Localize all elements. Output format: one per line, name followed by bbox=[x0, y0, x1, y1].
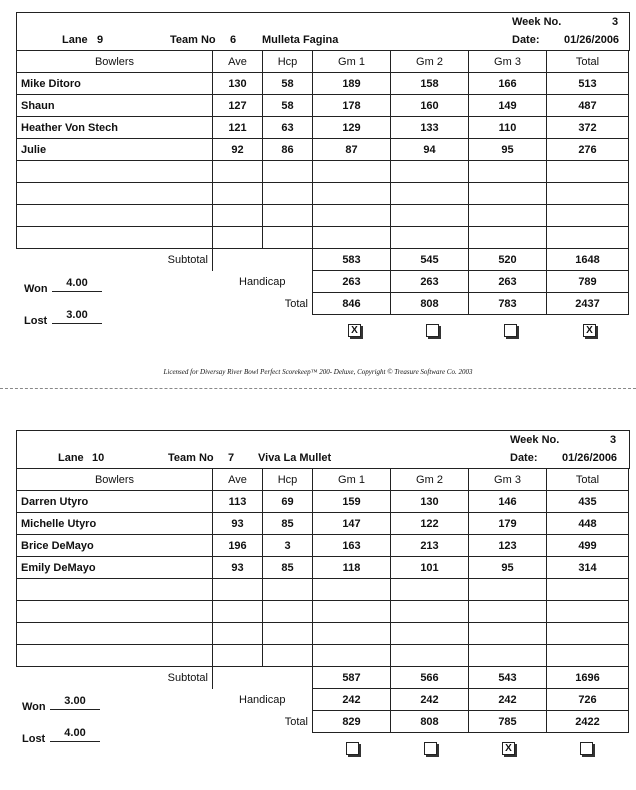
subtotal-gm1: 587 bbox=[313, 667, 391, 689]
win-checkbox-total[interactable] bbox=[580, 742, 593, 755]
subtotal-label: Subtotal bbox=[167, 253, 208, 266]
bowler-hcp: 3 bbox=[263, 535, 313, 557]
lane-number: 10 bbox=[92, 452, 105, 464]
empty-row bbox=[17, 227, 629, 249]
table-row bbox=[17, 117, 629, 139]
license-footer: Licensed for Diversay River Bowl Perfect Scorekeep™ 200- Deluxe, Copyright © Treasure Software Co. 2003 bbox=[163, 368, 473, 376]
empty-row bbox=[17, 205, 629, 227]
bowler-gm1: 118 bbox=[313, 557, 391, 579]
bowler-ave: 113 bbox=[213, 491, 263, 513]
col-header-gm2: Gm 2 bbox=[391, 469, 469, 491]
team-name: Viva La Mullet bbox=[258, 452, 332, 464]
handicap-label: Handicap bbox=[239, 275, 286, 288]
bowler-name: Julie bbox=[17, 139, 213, 161]
won-label: Won bbox=[22, 701, 46, 713]
total-label: Total bbox=[284, 715, 308, 728]
total-total: 2437 bbox=[547, 293, 629, 315]
bowler-gm2: 122 bbox=[391, 513, 469, 535]
subtotal-gm2: 545 bbox=[391, 249, 469, 271]
subtotal-total: 1648 bbox=[547, 249, 629, 271]
handicap-gm3: 242 bbox=[469, 689, 547, 711]
bowlers-table bbox=[16, 468, 629, 733]
handicap-total: 726 bbox=[547, 689, 629, 711]
bowler-gm2: 160 bbox=[391, 95, 469, 117]
bowler-gm2: 133 bbox=[391, 117, 469, 139]
table-row bbox=[17, 95, 629, 117]
bowler-hcp: 58 bbox=[263, 95, 313, 117]
bowler-ave: 196 bbox=[213, 535, 263, 557]
bowler-name: Heather Von Stech bbox=[17, 117, 213, 139]
empty-row bbox=[17, 161, 629, 183]
table-row bbox=[17, 535, 629, 557]
table-header-row bbox=[17, 469, 629, 491]
bowlers-table bbox=[16, 50, 629, 315]
lost-value: 4.00 bbox=[50, 727, 100, 742]
bowler-total: 276 bbox=[547, 139, 629, 161]
total-gm3: 783 bbox=[469, 293, 547, 315]
week-label: Week No. bbox=[512, 16, 562, 28]
subtotal-total: 1696 bbox=[547, 667, 629, 689]
total-gm1: 829 bbox=[313, 711, 391, 733]
bowler-gm1: 178 bbox=[313, 95, 391, 117]
team-number: 6 bbox=[230, 34, 237, 46]
bowler-gm3: 95 bbox=[469, 557, 547, 579]
col-header-gm3: Gm 3 bbox=[469, 51, 547, 73]
col-header-hcp: Hcp bbox=[263, 469, 313, 491]
total-label: Total bbox=[284, 297, 308, 310]
bowler-name: Michelle Utyro bbox=[17, 513, 213, 535]
total-gm3: 785 bbox=[469, 711, 547, 733]
total-gm1: 846 bbox=[313, 293, 391, 315]
bowler-hcp: 86 bbox=[263, 139, 313, 161]
date-value: 01/26/2006 bbox=[562, 452, 618, 464]
bowler-gm1: 129 bbox=[313, 117, 391, 139]
subtotal-label: Subtotal bbox=[167, 671, 208, 684]
col-header-total: Total bbox=[547, 51, 629, 73]
won-value: 4.00 bbox=[52, 277, 102, 292]
handicap-gm1: 242 bbox=[313, 689, 391, 711]
bowler-gm3: 149 bbox=[469, 95, 547, 117]
subtotal-gm2: 566 bbox=[391, 667, 469, 689]
col-header-gm1: Gm 1 bbox=[313, 469, 391, 491]
bowler-gm1: 163 bbox=[313, 535, 391, 557]
empty-row bbox=[17, 183, 629, 205]
bowler-ave: 93 bbox=[213, 513, 263, 535]
table-row bbox=[17, 73, 629, 95]
bowler-ave: 121 bbox=[213, 117, 263, 139]
table-row bbox=[17, 491, 629, 513]
table-row bbox=[17, 513, 629, 535]
col-header-hcp: Hcp bbox=[263, 51, 313, 73]
week-number: 3 bbox=[612, 16, 619, 28]
handicap-label: Handicap bbox=[239, 693, 286, 706]
subtotal-gm3: 520 bbox=[469, 249, 547, 271]
win-checkbox-gm3[interactable]: X bbox=[502, 742, 515, 755]
col-header-ave: Ave bbox=[213, 469, 263, 491]
bowler-gm2: 130 bbox=[391, 491, 469, 513]
bowler-total: 499 bbox=[547, 535, 629, 557]
total-gm2: 808 bbox=[391, 711, 469, 733]
win-checkbox-gm1[interactable] bbox=[346, 742, 359, 755]
handicap-row bbox=[17, 689, 629, 711]
col-header-bowlers: Bowlers bbox=[17, 51, 213, 73]
subtotal-gm3: 543 bbox=[469, 667, 547, 689]
handicap-gm3: 263 bbox=[469, 271, 547, 293]
bowler-gm1: 189 bbox=[313, 73, 391, 95]
table-header-row bbox=[17, 51, 629, 73]
bowler-name: Darren Utyro bbox=[17, 491, 213, 513]
team-number: 7 bbox=[228, 452, 235, 464]
bowler-total: 513 bbox=[547, 73, 629, 95]
won-value: 3.00 bbox=[50, 695, 100, 710]
bowler-gm1: 87 bbox=[313, 139, 391, 161]
date-label: Date: bbox=[510, 452, 538, 464]
team-label: Team No bbox=[168, 452, 214, 464]
bowler-gm1: 159 bbox=[313, 491, 391, 513]
bowler-ave: 127 bbox=[213, 95, 263, 117]
bowler-hcp: 69 bbox=[263, 491, 313, 513]
date-label: Date: bbox=[512, 34, 540, 46]
win-checkbox-total[interactable]: X bbox=[583, 324, 596, 337]
bowler-total: 372 bbox=[547, 117, 629, 139]
col-header-total: Total bbox=[547, 469, 629, 491]
empty-row bbox=[17, 601, 629, 623]
col-header-bowlers: Bowlers bbox=[17, 469, 213, 491]
bowler-hcp: 58 bbox=[263, 73, 313, 95]
lost-label: Lost bbox=[22, 733, 46, 745]
bowler-gm2: 158 bbox=[391, 73, 469, 95]
handicap-gm2: 263 bbox=[391, 271, 469, 293]
win-checkbox-gm2[interactable] bbox=[424, 742, 437, 755]
empty-row bbox=[17, 623, 629, 645]
date-value: 01/26/2006 bbox=[564, 34, 620, 46]
team-name: Mulleta Fagina bbox=[262, 34, 339, 46]
win-checkbox-gm2[interactable] bbox=[426, 324, 439, 337]
bowler-name: Brice DeMayo bbox=[17, 535, 213, 557]
bowler-ave: 93 bbox=[213, 557, 263, 579]
subtotal-row bbox=[17, 667, 629, 689]
won-label: Won bbox=[24, 283, 48, 295]
bowler-gm1: 147 bbox=[313, 513, 391, 535]
bowler-gm2: 101 bbox=[391, 557, 469, 579]
empty-row bbox=[17, 645, 629, 667]
total-row bbox=[17, 711, 629, 733]
bowler-total: 487 bbox=[547, 95, 629, 117]
lane-label: Lane bbox=[58, 452, 84, 464]
bowler-ave: 130 bbox=[213, 73, 263, 95]
lost-value: 3.00 bbox=[52, 309, 102, 324]
table-row bbox=[17, 557, 629, 579]
handicap-total: 789 bbox=[547, 271, 629, 293]
bowler-gm2: 213 bbox=[391, 535, 469, 557]
bowler-gm3: 95 bbox=[469, 139, 547, 161]
handicap-gm1: 263 bbox=[313, 271, 391, 293]
total-total: 2422 bbox=[547, 711, 629, 733]
bowler-gm3: 123 bbox=[469, 535, 547, 557]
bowler-name: Mike Ditoro bbox=[17, 73, 213, 95]
col-header-gm2: Gm 2 bbox=[391, 51, 469, 73]
handicap-gm2: 242 bbox=[391, 689, 469, 711]
win-checkbox-gm1[interactable]: X bbox=[348, 324, 361, 337]
col-header-gm3: Gm 3 bbox=[469, 469, 547, 491]
bowler-hcp: 63 bbox=[263, 117, 313, 139]
bowler-gm3: 146 bbox=[469, 491, 547, 513]
lane-number: 9 bbox=[97, 34, 104, 46]
handicap-row bbox=[17, 271, 629, 293]
bowler-gm2: 94 bbox=[391, 139, 469, 161]
bowler-hcp: 85 bbox=[263, 557, 313, 579]
lost-label: Lost bbox=[24, 315, 48, 327]
bowler-total: 314 bbox=[547, 557, 629, 579]
week-label: Week No. bbox=[510, 434, 560, 446]
lane-label: Lane bbox=[62, 34, 88, 46]
bowler-gm3: 166 bbox=[469, 73, 547, 95]
empty-row bbox=[17, 579, 629, 601]
bowler-gm3: 179 bbox=[469, 513, 547, 535]
bowler-total: 435 bbox=[547, 491, 629, 513]
bowler-name: Shaun bbox=[17, 95, 213, 117]
table-row bbox=[17, 139, 629, 161]
bowler-gm3: 110 bbox=[469, 117, 547, 139]
bowler-total: 448 bbox=[547, 513, 629, 535]
col-header-gm1: Gm 1 bbox=[313, 51, 391, 73]
week-number: 3 bbox=[610, 434, 617, 446]
subtotal-gm1: 583 bbox=[313, 249, 391, 271]
bowler-hcp: 85 bbox=[263, 513, 313, 535]
team-label: Team No bbox=[170, 34, 216, 46]
bowler-name: Emily DeMayo bbox=[17, 557, 213, 579]
win-checkbox-gm3[interactable] bbox=[504, 324, 517, 337]
total-gm2: 808 bbox=[391, 293, 469, 315]
bowler-ave: 92 bbox=[213, 139, 263, 161]
col-header-ave: Ave bbox=[213, 51, 263, 73]
subtotal-row bbox=[17, 249, 629, 271]
total-row bbox=[17, 293, 629, 315]
cut-line bbox=[0, 388, 636, 389]
